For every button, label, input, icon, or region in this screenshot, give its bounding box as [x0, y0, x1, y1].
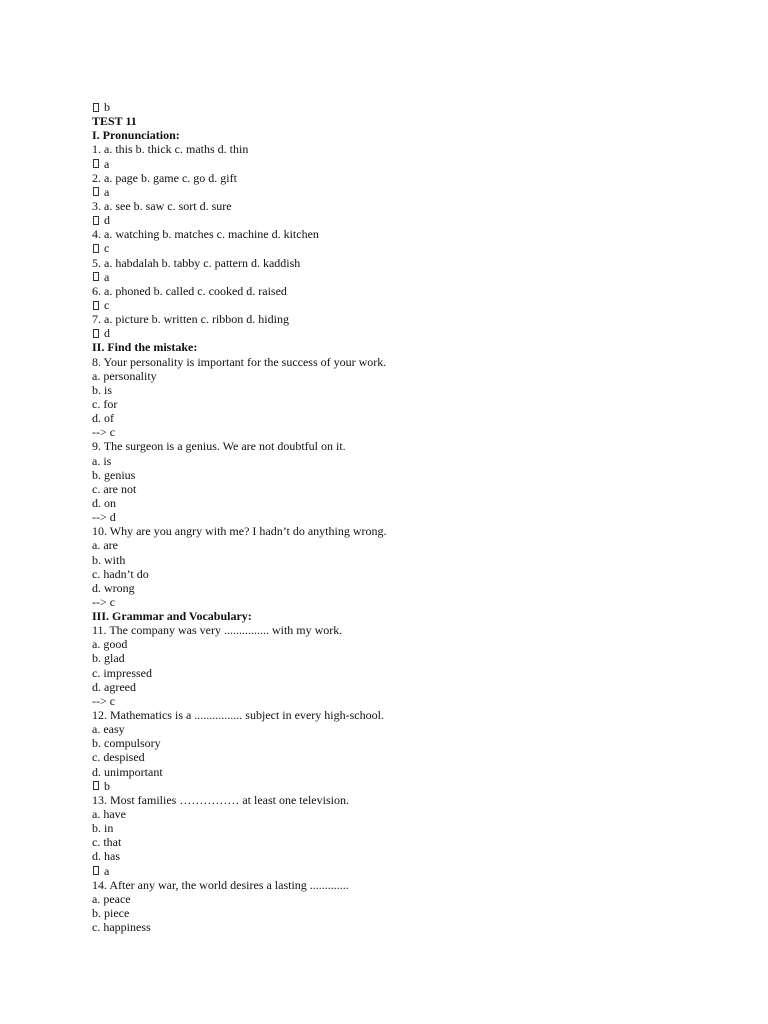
- answer-text: a: [104, 184, 110, 199]
- text-line: 10. Why are you angry with me? I hadn’t do anything wrong.: [92, 524, 387, 539]
- text-line: c. are not: [92, 481, 137, 496]
- text-line: b. compulsory: [92, 736, 161, 751]
- answer-line: [92, 864, 768, 878]
- section-heading: III. Grammar and Vocabulary:: [92, 609, 252, 624]
- text-line: a. have: [92, 807, 126, 822]
- answer-arrow-icon: [93, 301, 99, 310]
- section-heading: TEST 11: [92, 114, 137, 129]
- text-line: d. on: [92, 495, 116, 510]
- answer-line: [92, 213, 768, 227]
- answer-text: a: [104, 269, 110, 284]
- text-line: 2. a. page b. game c. go d. gift: [92, 170, 237, 185]
- answer-arrow-icon: [93, 103, 99, 112]
- answer-text: b: [104, 778, 110, 793]
- text-line: 13. Most families …………… at least one television.: [92, 792, 349, 807]
- text-line: 3. a. see b. saw c. sort d. sure: [92, 198, 232, 213]
- text-line: b. is: [92, 382, 113, 397]
- answer-line: [92, 185, 768, 199]
- answer-line: [92, 326, 768, 340]
- text-line: a. is: [92, 453, 112, 468]
- answer-text: b: [104, 100, 110, 114]
- answer-text: c: [104, 241, 110, 256]
- text-line: 1. a. this b. thick c. maths d. thin: [92, 142, 249, 157]
- section-heading: I. Pronunciation:: [92, 128, 180, 143]
- answer-arrow-icon: [93, 216, 99, 225]
- answer-line: [92, 241, 768, 255]
- answer-line: [92, 270, 768, 284]
- answer-arrow-icon: [93, 244, 99, 253]
- text-line: 9. The surgeon is a genius. We are not doubtful on it.: [92, 439, 346, 454]
- text-line: 5. a. habdalah b. tabby c. pattern d. kaddish: [92, 255, 301, 270]
- answer-text: c: [104, 297, 110, 312]
- answer-line: [92, 157, 768, 171]
- text-line: b. with: [92, 552, 126, 567]
- text-line: d. wrong: [92, 580, 135, 595]
- answer-text: d: [104, 326, 110, 341]
- answer-arrow-icon: [93, 781, 99, 790]
- text-line: --> c: [92, 594, 116, 609]
- text-line: d. unimportant: [92, 764, 163, 779]
- section-heading: II. Find the mistake:: [92, 340, 198, 355]
- text-line: c. hadn’t do: [92, 566, 149, 581]
- answer-text: a: [104, 863, 110, 878]
- text-line: b. piece: [92, 906, 130, 921]
- text-line: d. of: [92, 411, 114, 426]
- answer-arrow-icon: [93, 159, 99, 168]
- text-line: 6. a. phoned b. called c. cooked d. raised: [92, 283, 287, 298]
- text-line: c. that: [92, 835, 122, 850]
- text-line: a. are: [92, 538, 118, 553]
- text-line: c. despised: [92, 750, 145, 765]
- text-line: --> c: [92, 693, 116, 708]
- text-line: b. genius: [92, 467, 136, 482]
- text-line: 14. After any war, the world desires a lasting .............: [92, 877, 349, 892]
- text-line: a. peace: [92, 891, 131, 906]
- text-line: 4. a. watching b. matches c. machine d. kitchen: [92, 227, 319, 242]
- answer-text: a: [104, 156, 110, 171]
- text-line: c. impressed: [92, 665, 152, 680]
- answer-line: [92, 298, 768, 312]
- text-line: b. glad: [92, 651, 125, 666]
- text-line: 7. a. picture b. written c. ribbon d. hiding: [92, 312, 289, 327]
- text-line: d. has: [92, 849, 120, 864]
- answer-line: [92, 100, 768, 114]
- text-line: c. happiness: [92, 920, 151, 935]
- text-line: --> d: [92, 510, 116, 525]
- text-line: a. easy: [92, 722, 125, 737]
- text-line: 8. Your personality is important for the success of your work.: [92, 354, 387, 369]
- answer-text: d: [104, 213, 110, 228]
- answer-arrow-icon: [93, 187, 99, 196]
- text-line: a. personality: [92, 368, 157, 383]
- text-line: d. agreed: [92, 679, 136, 694]
- text-line: 12. Mathematics is a ................ subject in every high-school.: [92, 708, 384, 723]
- answer-line: [92, 779, 768, 793]
- text-line: c. for: [92, 396, 118, 411]
- answer-arrow-icon: [93, 866, 99, 875]
- text-line: b. in: [92, 821, 114, 836]
- answer-arrow-icon: [93, 272, 99, 281]
- text-line: --> c: [92, 425, 116, 440]
- answer-arrow-icon: [93, 329, 99, 338]
- text-line: a. good: [92, 637, 128, 652]
- text-line: 11. The company was very ............... with my work.: [92, 623, 343, 638]
